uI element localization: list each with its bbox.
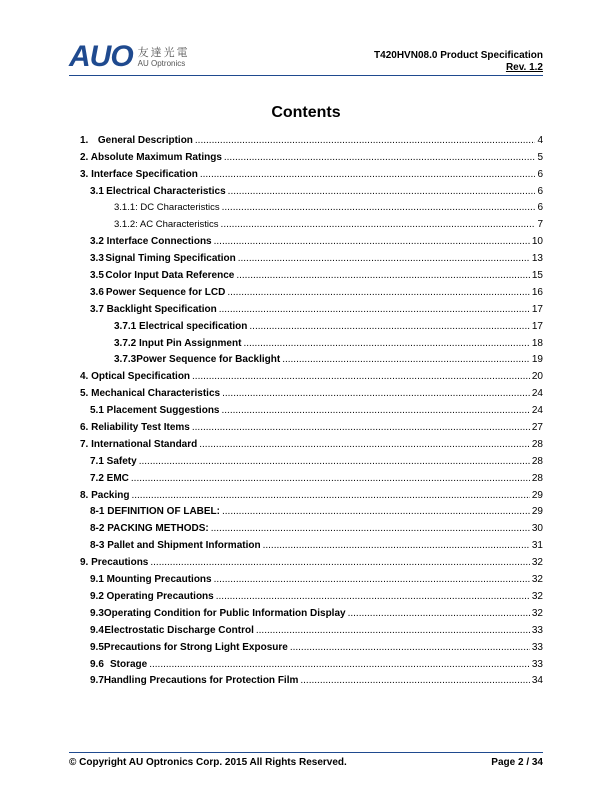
toc-entry-label: Electrostatic Discharge Control (104, 624, 254, 636)
toc-entry[interactable] (80, 299, 543, 316)
toc-entry-page: 28 (531, 455, 543, 467)
toc-entry-label: Color Input Data Reference (105, 270, 235, 282)
toc-entry-label: Handling Precautions for Protection Film (103, 675, 299, 687)
toc-entry-label: Mounting Precautions (106, 574, 212, 586)
toc-dot-leader (222, 388, 530, 400)
toc-entry[interactable] (80, 552, 543, 569)
toc-dot-leader (263, 540, 530, 552)
toc-dot-leader (195, 135, 536, 147)
toc-dot-leader (222, 506, 530, 518)
toc-entry-number: 9.1 (90, 574, 104, 586)
toc-entry-label: Storage (109, 658, 148, 670)
toc-entry-label: General Description (97, 134, 193, 146)
toc-entry-label: 7. International Standard (80, 438, 198, 450)
toc-entry[interactable] (80, 586, 543, 603)
toc-entry-page: 32 (531, 607, 543, 619)
toc-entry-number: 9.3 (90, 607, 104, 619)
toc-entry-number: 3.5 (90, 270, 104, 282)
toc-entry-page: 7 (537, 219, 543, 231)
toc-dot-leader (216, 591, 530, 603)
toc-entry-page: 15 (531, 270, 543, 282)
toc-entry[interactable] (80, 231, 543, 248)
toc-entry-number: 9.6 (90, 658, 104, 670)
toc-entry-number: 9.7 (90, 675, 104, 687)
toc-dot-leader (131, 473, 530, 485)
toc-entry-page: 16 (531, 286, 543, 298)
toc-dot-leader (300, 675, 530, 687)
toc-entry[interactable] (80, 569, 543, 586)
toc-entry[interactable] (80, 620, 543, 637)
toc-entry-label: Operating Condition for Public Information Display (103, 607, 346, 619)
document-header (374, 50, 543, 74)
toc-dot-leader (192, 422, 530, 434)
toc-entry-label: 8-3 Pallet and Shipment Information (90, 540, 261, 552)
toc-entry-label: 3.1.2: AC Characteristics (114, 219, 219, 231)
toc-entry-label: Interface Connections (106, 236, 212, 248)
toc-entry-page: 32 (531, 574, 543, 586)
toc-entry[interactable] (80, 164, 543, 181)
logo-mark: AUO (69, 40, 133, 73)
toc-dot-leader (150, 557, 530, 569)
toc-entry-page: 13 (531, 253, 543, 265)
toc-entry-label: Electrical Characteristics (106, 185, 226, 197)
toc-entry[interactable] (80, 366, 543, 383)
toc-dot-leader (149, 659, 530, 671)
toc-entry-number: 3.3 (90, 253, 104, 265)
logo-english-name: AU Optronics (137, 58, 186, 68)
toc-entry-page: 20 (531, 371, 543, 383)
toc-entry-label: Precautions for Strong Light Exposure (103, 641, 288, 653)
document-title: T420HVN08.0 Product Specification (374, 50, 543, 61)
toc-entry[interactable] (80, 248, 543, 265)
toc-entry[interactable] (80, 637, 543, 654)
toc-dot-leader (236, 270, 530, 282)
toc-entry-page: 18 (531, 337, 543, 349)
toc-dot-leader (227, 287, 530, 299)
toc-entry-label: 4. Optical Specification (80, 371, 191, 383)
toc-entry-page: 24 (531, 388, 543, 400)
toc-dot-leader (222, 405, 530, 417)
toc-dot-leader (192, 371, 530, 383)
toc-dot-leader (200, 169, 536, 181)
toc-entry[interactable] (80, 198, 543, 215)
toc-dot-leader (224, 152, 536, 164)
toc-entry-page: 6 (537, 202, 543, 214)
page-number: Page 2 / 34 (491, 757, 543, 768)
toc-entry[interactable] (80, 468, 543, 485)
toc-dot-leader (211, 523, 530, 535)
toc-entry-label: 7.2 EMC (90, 472, 129, 484)
toc-entry-label: Signal Timing Specification (105, 253, 236, 265)
toc-dot-leader (249, 321, 529, 333)
toc-entry[interactable] (80, 518, 543, 535)
toc-dot-leader (243, 338, 529, 350)
toc-entry[interactable] (80, 535, 543, 552)
toc-dot-leader (228, 186, 536, 198)
toc-entry-page: 4 (537, 134, 543, 146)
toc-entry[interactable] (80, 451, 543, 468)
toc-entry-label: 2. Absolute Maximum Ratings (80, 151, 222, 163)
logo-text (138, 46, 190, 69)
toc-entry[interactable] (80, 434, 543, 451)
toc-entry-page: 28 (531, 472, 543, 484)
toc-entry-page: 30 (531, 523, 543, 535)
toc-entry[interactable] (80, 147, 543, 164)
toc-entry-label: 3.1.1: DC Characteristics (114, 202, 220, 214)
toc-entry-page: 29 (531, 506, 543, 518)
toc-entry-page: 33 (531, 658, 543, 670)
toc-dot-leader (199, 439, 530, 451)
toc-entry-page: 34 (531, 675, 543, 687)
toc-entry[interactable] (80, 130, 543, 147)
toc-entry[interactable] (80, 333, 543, 350)
toc-entry-page: 27 (531, 422, 543, 434)
toc-entry-label: 6. Reliability Test Items (80, 422, 190, 434)
toc-entry-label: 8-2 PACKING METHODS: (90, 523, 209, 535)
header-divider (69, 75, 543, 76)
toc-entry-page: 17 (531, 303, 543, 315)
toc-dot-leader (214, 236, 530, 248)
toc-entry-label: 3.7.2 Input Pin Assignment (114, 337, 242, 349)
toc-dot-leader (348, 608, 530, 620)
toc-entry[interactable] (80, 485, 543, 502)
toc-entry-page: 5 (537, 151, 543, 163)
toc-entry[interactable] (80, 502, 543, 519)
table-of-contents (80, 130, 543, 687)
toc-entry[interactable] (80, 383, 543, 400)
toc-entry-label: 3. Interface Specification (80, 168, 198, 180)
toc-entry-page: 28 (531, 438, 543, 450)
toc-dot-leader (222, 202, 536, 214)
toc-entry[interactable] (80, 400, 543, 417)
toc-entry[interactable] (80, 417, 543, 434)
toc-entry-number: 3.7.3 (114, 354, 137, 366)
auo-logo (69, 40, 190, 73)
toc-entry[interactable] (80, 282, 543, 299)
toc-entry-number: 9.5 (90, 641, 104, 653)
toc-entry-number: 9.4 (90, 624, 104, 636)
toc-dot-leader (219, 304, 530, 316)
toc-entry-label: 9. Precautions (80, 557, 149, 569)
toc-entry-page: 29 (531, 489, 543, 501)
toc-entry-page: 17 (531, 320, 543, 332)
copyright-notice: © Copyright AU Optronics Corp. 2015 All Rights Reserved. (69, 757, 347, 768)
toc-entry-label: 5.1 Placement Suggestions (90, 405, 220, 417)
toc-entry-label: Power Sequence for LCD (105, 286, 226, 298)
toc-entry-number: 3.6 (90, 286, 104, 298)
toc-entry-page: 24 (531, 405, 543, 417)
toc-entry[interactable] (80, 265, 543, 282)
toc-entry[interactable] (80, 654, 543, 671)
toc-entry-label: Power Sequence for Backlight (136, 354, 281, 366)
toc-entry-page: 33 (531, 624, 543, 636)
toc-entry-label: 7.1 Safety (90, 455, 137, 467)
logo-chinese-name: 友達光電 (137, 45, 190, 59)
toc-entry-page: 33 (531, 641, 543, 653)
toc-entry-number: 9.2 (90, 590, 104, 602)
toc-dot-leader (139, 456, 530, 468)
footer-divider (69, 752, 543, 753)
toc-entry[interactable] (80, 214, 543, 231)
toc-entry-page: 32 (531, 557, 543, 569)
toc-dot-leader (290, 642, 530, 654)
toc-entry-number: 3.2 (90, 236, 104, 248)
toc-dot-leader (256, 625, 530, 637)
toc-dot-leader (282, 354, 530, 366)
toc-dot-leader (238, 253, 530, 265)
toc-entry-label: 8. Packing (80, 489, 130, 501)
toc-entry-number: 3.1 (90, 185, 104, 197)
toc-entry[interactable] (80, 181, 543, 198)
toc-entry-page: 6 (537, 168, 543, 180)
toc-entry-page: 19 (531, 354, 543, 366)
toc-entry-label: Operating Precautions (106, 590, 214, 602)
toc-entry-page: 31 (531, 540, 543, 552)
toc-entry[interactable] (80, 603, 543, 620)
toc-entry-page: 6 (537, 185, 543, 197)
toc-entry-label: 5. Mechanical Characteristics (80, 388, 221, 400)
toc-entry-label: 3.7.1 Electrical specification (114, 320, 248, 332)
toc-entry-label: 3.7 Backlight Specification (90, 303, 217, 315)
toc-dot-leader (221, 219, 536, 231)
toc-entry[interactable] (80, 350, 543, 367)
toc-title: Contents (271, 104, 341, 121)
toc-entry-label: 8-1 DEFINITION OF LABEL: (90, 506, 220, 518)
revision-label: Rev. 1.2 (505, 62, 543, 73)
toc-dot-leader (214, 574, 530, 586)
toc-entry-page: 32 (531, 590, 543, 602)
toc-entry[interactable] (80, 671, 543, 688)
toc-entry-page: 10 (531, 236, 543, 248)
toc-entry[interactable] (80, 316, 543, 333)
toc-entry-number: 1. (80, 134, 89, 146)
toc-dot-leader (131, 490, 529, 502)
